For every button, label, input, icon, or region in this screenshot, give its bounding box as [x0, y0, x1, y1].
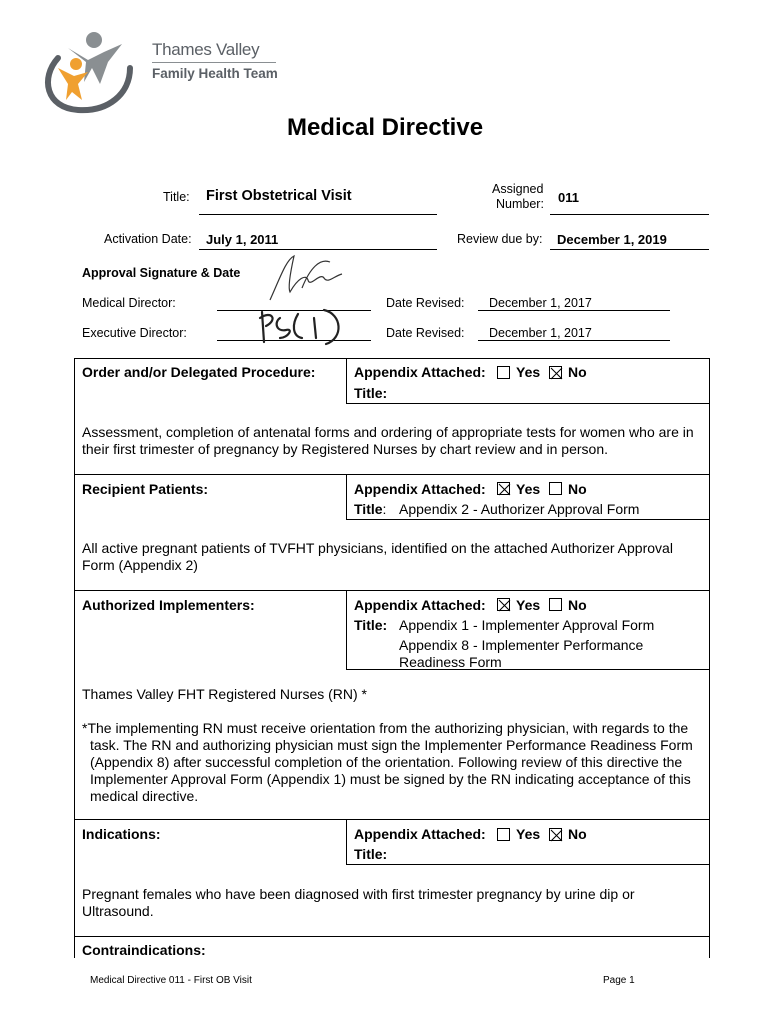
assigned-label-1: Assigned	[492, 182, 544, 196]
tvfht-logo	[38, 28, 288, 114]
approval-heading: Approval Signature & Date	[82, 266, 241, 280]
title-value: First Obstetrical Visit	[206, 188, 352, 204]
implementers-body-1: Thames Valley FHT Registered Nurses (RN) *	[82, 686, 368, 702]
indications-title-label: Title:	[354, 846, 388, 862]
recipient-body: All active pregnant patients of TVFHT physicians, identified on the attached Authorizer Approval Form (Appendix 2)	[82, 540, 673, 573]
implementers-title-label: Title:	[354, 617, 388, 633]
org-name-line1: Thames Valley	[152, 40, 260, 59]
indications-no-label: No	[568, 826, 587, 842]
contraindications-heading: Contraindications:	[82, 942, 206, 958]
order-appendix-label: Appendix Attached:	[354, 364, 486, 380]
footer-left: Medical Directive 011 - First OB Visit	[90, 975, 252, 986]
implementers-yes-checkbox[interactable]	[497, 598, 510, 611]
executive-director-label: Executive Director:	[82, 326, 187, 340]
recipient-yes-checkbox[interactable]	[497, 482, 510, 495]
activation-label: Activation Date:	[104, 232, 192, 246]
recipient-title-sep: :	[382, 501, 387, 517]
indications-heading: Indications:	[82, 826, 161, 842]
recipient-no-label: No	[568, 481, 587, 497]
recipient-no-checkbox[interactable]	[549, 482, 562, 495]
recipient-title-label: Title	[354, 501, 383, 517]
implementers-no-checkbox[interactable]	[549, 598, 562, 611]
activation-value: July 1, 2011	[206, 232, 279, 247]
implementers-title-value-2: Appendix 8 - Implementer Performance Readiness Form	[399, 637, 644, 670]
org-name-line2: Family Health Team	[152, 66, 278, 81]
order-yes-label: Yes	[516, 364, 541, 380]
order-body: Assessment, completion of antenatal forms and ordering of appropriate tests for women who are in their first trimester of pregnancy by Registered Nurses by chart review and in person.	[82, 424, 694, 457]
implementers-yes-label: Yes	[516, 597, 541, 613]
implementers-appendix-label: Appendix Attached:	[354, 597, 486, 613]
page-title: Medical Directive	[286, 114, 484, 141]
indications-yes-label: Yes	[516, 826, 541, 842]
review-label: Review due by:	[457, 232, 543, 246]
assigned-label-2: Number:	[496, 197, 544, 211]
medical-director-label: Medical Director:	[82, 296, 176, 310]
implementers-no-label: No	[568, 597, 587, 613]
recipient-heading: Recipient Patients:	[82, 481, 209, 497]
logo-mark-icon	[38, 28, 138, 114]
title-label: Title:	[163, 190, 190, 204]
recipient-yes-label: Yes	[516, 481, 541, 497]
recipient-title-value: Appendix 2 - Authorizer Approval Form	[399, 501, 640, 517]
executive-director-signature-icon	[252, 304, 352, 348]
date-revised-label-1: Date Revised:	[386, 296, 465, 310]
implementers-heading: Authorized Implementers:	[82, 597, 255, 613]
indications-body: Pregnant females who have been diagnosed with first trimester pregnancy by urine dip or Ultrasound.	[82, 886, 635, 919]
order-title-label: Title:	[354, 385, 388, 401]
assigned-value: 011	[558, 190, 579, 205]
indications-no-checkbox[interactable]	[549, 828, 562, 841]
indications-yes-checkbox[interactable]	[497, 828, 510, 841]
footer-page-number: Page 1	[603, 975, 635, 986]
review-value: December 1, 2019	[557, 232, 667, 247]
medical-director-signature-icon	[250, 248, 360, 308]
recipient-appendix-label: Appendix Attached:	[354, 481, 486, 497]
order-no-label: No	[568, 364, 587, 380]
order-yes-checkbox[interactable]	[497, 366, 510, 379]
date-revised-label-2: Date Revised:	[386, 326, 465, 340]
medical-date-value: December 1, 2017	[489, 296, 592, 310]
implementers-title-value-1: Appendix 1 - Implementer Approval Form	[399, 617, 655, 633]
recipient-title-row	[354, 501, 386, 517]
implementers-body-2: *The implementing RN must receive orientation from the authorizing physician, with regards to the task. The RN and authorizing physician must sign the Implementer Performance Readiness Form (Appendix 8) after successful completion of the orientation. Following review of this directive the Implementer Approval Form (Appendix 1) must be signed by the RN indicating acceptance of this medical directive.	[82, 720, 693, 804]
indications-appendix-label: Appendix Attached:	[354, 826, 486, 842]
order-no-checkbox[interactable]	[549, 366, 562, 379]
order-heading: Order and/or Delegated Procedure:	[82, 364, 316, 380]
executive-date-value: December 1, 2017	[489, 326, 592, 340]
